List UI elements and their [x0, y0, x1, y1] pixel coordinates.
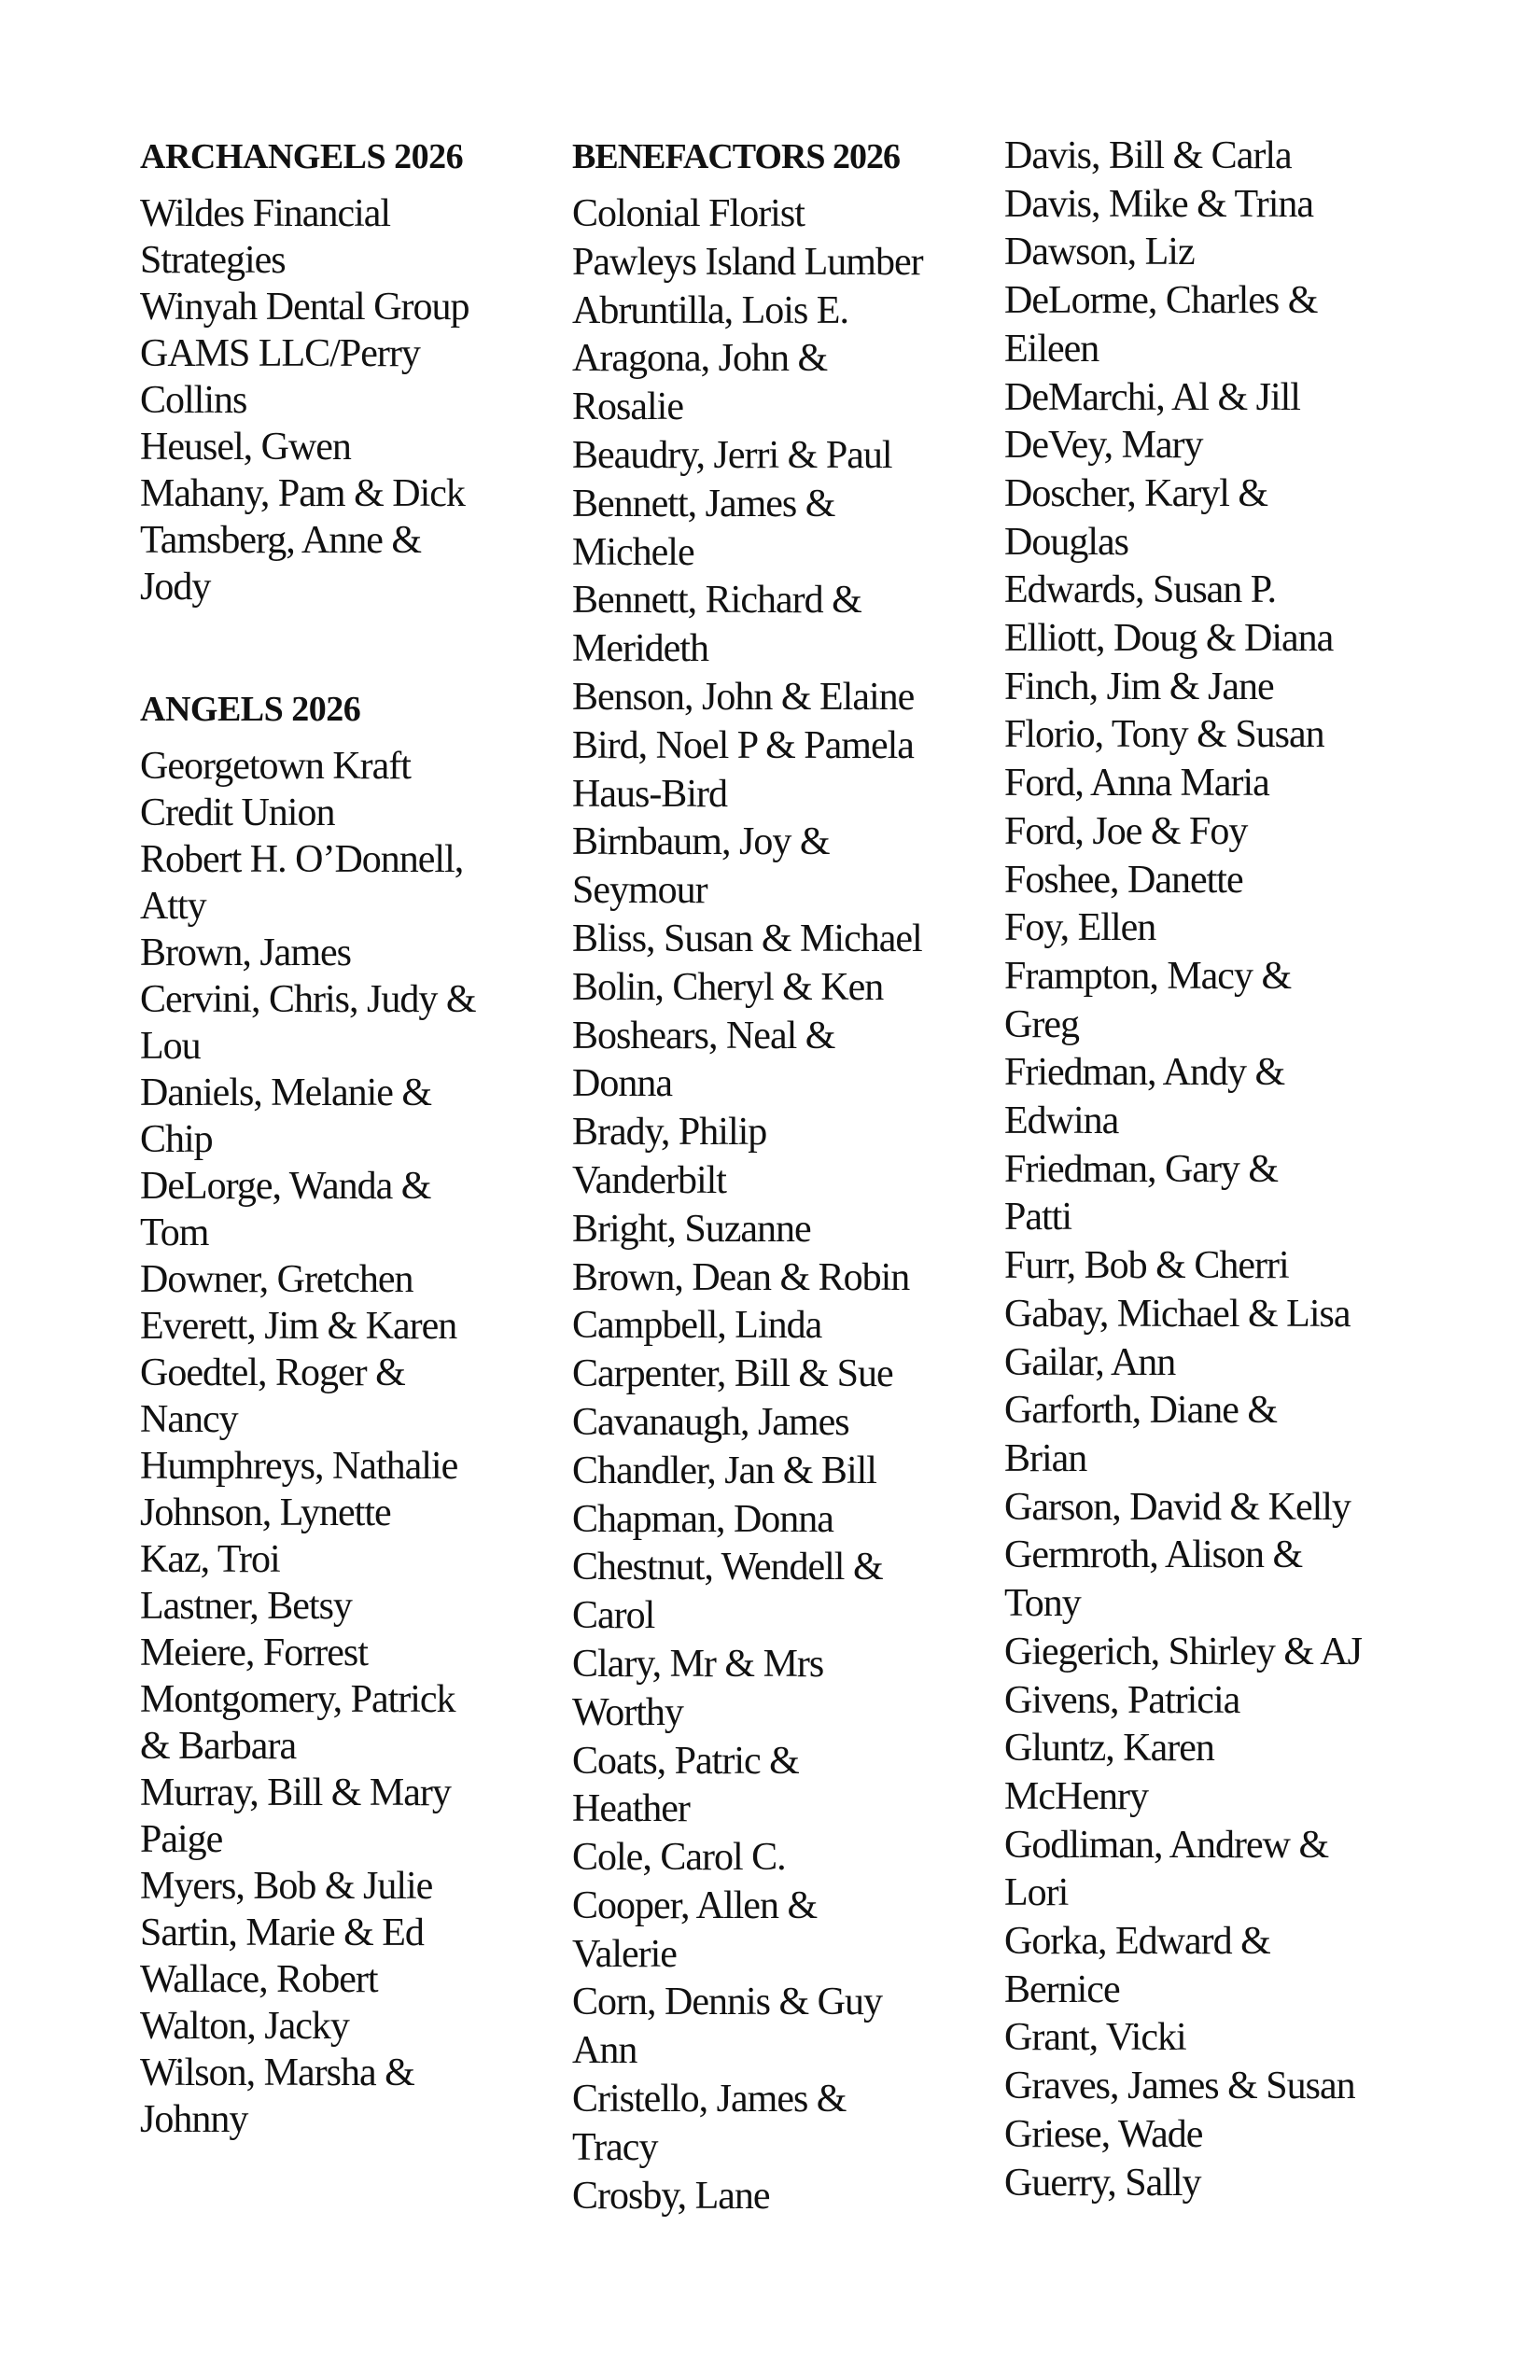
donor-name: Gorka, Edward &: [1004, 1920, 1270, 1964]
donor-name: McHenry: [1004, 1774, 1148, 1818]
donor-name: Boshears, Neal &: [572, 1014, 835, 1057]
section-archangels: [140, 133, 569, 610]
donor-name: Brown, James: [140, 931, 351, 974]
donor-name: Florio, Tony & Susan: [1004, 713, 1324, 757]
column-3: [1004, 133, 1452, 2207]
donor-name: Garson, David & Kelly: [1004, 1485, 1351, 1529]
donor-name: Bliss, Susan & Michael: [572, 917, 922, 960]
donor-name: Coats, Patric &: [572, 1739, 799, 1783]
donor-name: Jody: [140, 566, 211, 609]
donor-name: Colonial Florist: [572, 192, 805, 235]
donor-name: Birnbaum, Joy &: [572, 820, 830, 864]
donor-name: Giegerich, Shirley & AJ: [1004, 1630, 1362, 1673]
donor-name: Bennett, James &: [572, 482, 835, 525]
donor-name: Lou: [140, 1025, 201, 1068]
donor-name: Humphreys, Nathalie: [140, 1445, 458, 1488]
donor-name: Tony: [1004, 1582, 1081, 1626]
donor-name: Wallace, Robert: [140, 1958, 378, 2001]
donor-list: [1004, 133, 1452, 2207]
donor-name: Greg: [1004, 1002, 1079, 1046]
donor-name: Furr, Bob & Cherri: [1004, 1244, 1289, 1288]
donor-name: Donna: [572, 1062, 672, 1106]
donor-name: Crosby, Lane: [572, 2174, 770, 2218]
donor-name: Cooper, Allen &: [572, 1883, 818, 1927]
donor-name: Gabay, Michael & Lisa: [1004, 1292, 1351, 1336]
donor-name: Germroth, Alison &: [1004, 1533, 1303, 1577]
section-angels: [140, 685, 569, 2143]
donor-name: Gailar, Ann: [1004, 1340, 1176, 1384]
donor-name: Bennett, Richard &: [572, 579, 861, 623]
donor-name: Carpenter, Bill & Sue: [572, 1352, 893, 1396]
donor-name: Abruntilla, Lois E.: [572, 288, 848, 332]
donor-name: Murray, Bill & Mary: [140, 1771, 451, 1814]
donor-name: Clary, Mr & Mrs: [572, 1642, 824, 1686]
donor-list: [140, 743, 569, 2143]
donor-name: Wildes Financial: [140, 192, 391, 235]
donor-list: [140, 190, 569, 610]
donor-name: Chandler, Jan & Bill: [572, 1449, 876, 1492]
section-heading: ANGELS 2026: [140, 690, 361, 729]
donor-list: [572, 190, 1001, 2220]
section-benefactors-continued: [1004, 133, 1452, 2207]
donor-name: Seymour: [572, 869, 707, 913]
donor-name: Friedman, Gary &: [1004, 1147, 1279, 1191]
donor-name: Finch, Jim & Jane: [1004, 665, 1274, 708]
donor-name: Downer, Gretchen: [140, 1258, 413, 1301]
donor-name: Haus-Bird: [572, 772, 727, 816]
donor-name: Nancy: [140, 1398, 238, 1441]
donor-name: Foshee, Danette: [1004, 858, 1243, 902]
donor-name: Benson, John & Elaine: [572, 675, 915, 719]
donor-name: Cole, Carol C.: [572, 1836, 786, 1880]
section-benefactors: [572, 133, 1001, 2220]
donor-name: Ford, Anna Maria: [1004, 762, 1269, 805]
donor-name: Credit Union: [140, 791, 335, 834]
donor-name: Edwina: [1004, 1099, 1119, 1143]
donor-name: Bird, Noel P & Pamela: [572, 723, 914, 767]
section-heading: ARCHANGELS 2026: [140, 137, 464, 176]
donor-name: Brown, Dean & Robin: [572, 1255, 910, 1299]
donor-name: Georgetown Kraft: [140, 745, 411, 788]
donor-name: Givens, Patricia: [1004, 1678, 1240, 1722]
donor-name: Davis, Mike & Trina: [1004, 182, 1314, 226]
section-spacer: [140, 610, 569, 685]
donor-name: Michele: [572, 530, 694, 574]
donor-name: Winyah Dental Group: [140, 286, 469, 329]
donor-name: Davis, Bill & Carla: [1004, 134, 1292, 177]
donor-name: Bernice: [1004, 1967, 1120, 2011]
donor-name: Edwards, Susan P.: [1004, 568, 1277, 612]
donor-name: Griese, Wade: [1004, 2112, 1203, 2156]
donor-name: Paige: [140, 1818, 223, 1861]
donor-name: Merideth: [572, 627, 708, 671]
donor-name: Eileen: [1004, 327, 1099, 371]
donor-name: Grant, Vicki: [1004, 2016, 1186, 2060]
donor-name: Daniels, Melanie &: [140, 1071, 432, 1114]
section-heading: BENEFACTORS 2026: [572, 137, 901, 176]
donor-name: Valerie: [572, 1932, 677, 1976]
donor-name: Ann: [572, 2029, 637, 2073]
donor-name: Graves, James & Susan: [1004, 2065, 1355, 2108]
donor-name: Godliman, Andrew &: [1004, 1823, 1329, 1867]
donor-name: Wilson, Marsha &: [140, 2051, 414, 2094]
donor-name: Patti: [1004, 1196, 1072, 1239]
donor-name: Everett, Jim & Karen: [140, 1305, 457, 1348]
donor-name: Mahany, Pam & Dick: [140, 472, 465, 515]
donor-name: Bright, Suzanne: [572, 1207, 811, 1251]
column-1: [140, 133, 569, 2143]
donor-name: Walton, Jacky: [140, 2005, 349, 2048]
donor-name: Vanderbilt: [572, 1158, 726, 1202]
donor-name: Tamsberg, Anne &: [140, 519, 422, 562]
donor-name: Worthy: [572, 1690, 683, 1734]
donor-name: Kaz, Troi: [140, 1538, 280, 1581]
donor-name: Robert H. O’Donnell,: [140, 838, 464, 881]
donor-name: Frampton, Macy &: [1004, 954, 1292, 998]
donor-name: Aragona, John &: [572, 337, 828, 381]
donor-name: Sartin, Marie & Ed: [140, 1911, 424, 1954]
donor-name: Chestnut, Wendell &: [572, 1546, 883, 1589]
donor-name: Myers, Bob & Julie: [140, 1865, 433, 1908]
donor-name: Heather: [572, 1787, 690, 1831]
donor-name: Strategies: [140, 239, 286, 282]
donor-name: Lastner, Betsy: [140, 1585, 352, 1628]
donor-name: Friedman, Andy &: [1004, 1051, 1285, 1095]
donor-name: Lori: [1004, 1871, 1069, 1915]
donor-name: DeLorge, Wanda &: [140, 1165, 431, 1208]
donor-name: Johnson, Lynette: [140, 1491, 391, 1534]
donor-name: Chapman, Donna: [572, 1497, 833, 1541]
donor-name: Douglas: [1004, 520, 1128, 564]
donor-name: Goedtel, Roger &: [140, 1351, 405, 1394]
donor-name: Elliott, Doug & Diana: [1004, 617, 1334, 661]
donor-name: Heusel, Gwen: [140, 426, 351, 469]
column-2: [572, 133, 1001, 2220]
donor-name: Ford, Joe & Foy: [1004, 809, 1248, 853]
donor-name: Montgomery, Patrick: [140, 1678, 455, 1721]
donor-name: Dawson, Liz: [1004, 231, 1195, 274]
donor-name: Cavanaugh, James: [572, 1400, 849, 1444]
donor-name: Campbell, Linda: [572, 1304, 822, 1348]
donor-name: Bolin, Cheryl & Ken: [572, 965, 884, 1009]
donor-name: Chip: [140, 1118, 213, 1161]
donor-name: Atty: [140, 885, 206, 928]
donor-name: Gluntz, Karen: [1004, 1727, 1214, 1771]
donor-name: Rosalie: [572, 385, 683, 429]
donor-name: Tom: [140, 1211, 209, 1254]
donor-name: Cervini, Chris, Judy &: [140, 978, 476, 1021]
donor-name: Corn, Dennis & Guy: [572, 1981, 882, 2024]
donor-name: Beaudry, Jerri & Paul: [572, 433, 892, 477]
donor-name: DeMarchi, Al & Jill: [1004, 375, 1300, 419]
donor-name: Cristello, James &: [572, 2078, 847, 2121]
donor-name: Foy, Ellen: [1004, 906, 1156, 950]
donor-name: GAMS LLC/Perry: [140, 332, 420, 375]
donor-name: Pawleys Island Lumber: [572, 240, 923, 284]
donor-name: Tracy: [572, 2125, 658, 2169]
donor-name: DeVey, Mary: [1004, 424, 1203, 468]
donor-name: DeLorme, Charles &: [1004, 279, 1318, 323]
donor-name: Johnny: [140, 2098, 248, 2141]
donor-name: Collins: [140, 379, 247, 422]
donor-name: Garforth, Diane &: [1004, 1389, 1278, 1433]
donor-name: Brian: [1004, 1436, 1087, 1480]
donor-name: Doscher, Karyl &: [1004, 471, 1268, 515]
donor-name: Meiere, Forrest: [140, 1631, 368, 1674]
donor-name: Guerry, Sally: [1004, 2161, 1201, 2205]
donor-name: & Barbara: [140, 1725, 297, 1768]
donor-name: Brady, Philip: [572, 1111, 767, 1155]
donor-name: Carol: [572, 1594, 655, 1638]
